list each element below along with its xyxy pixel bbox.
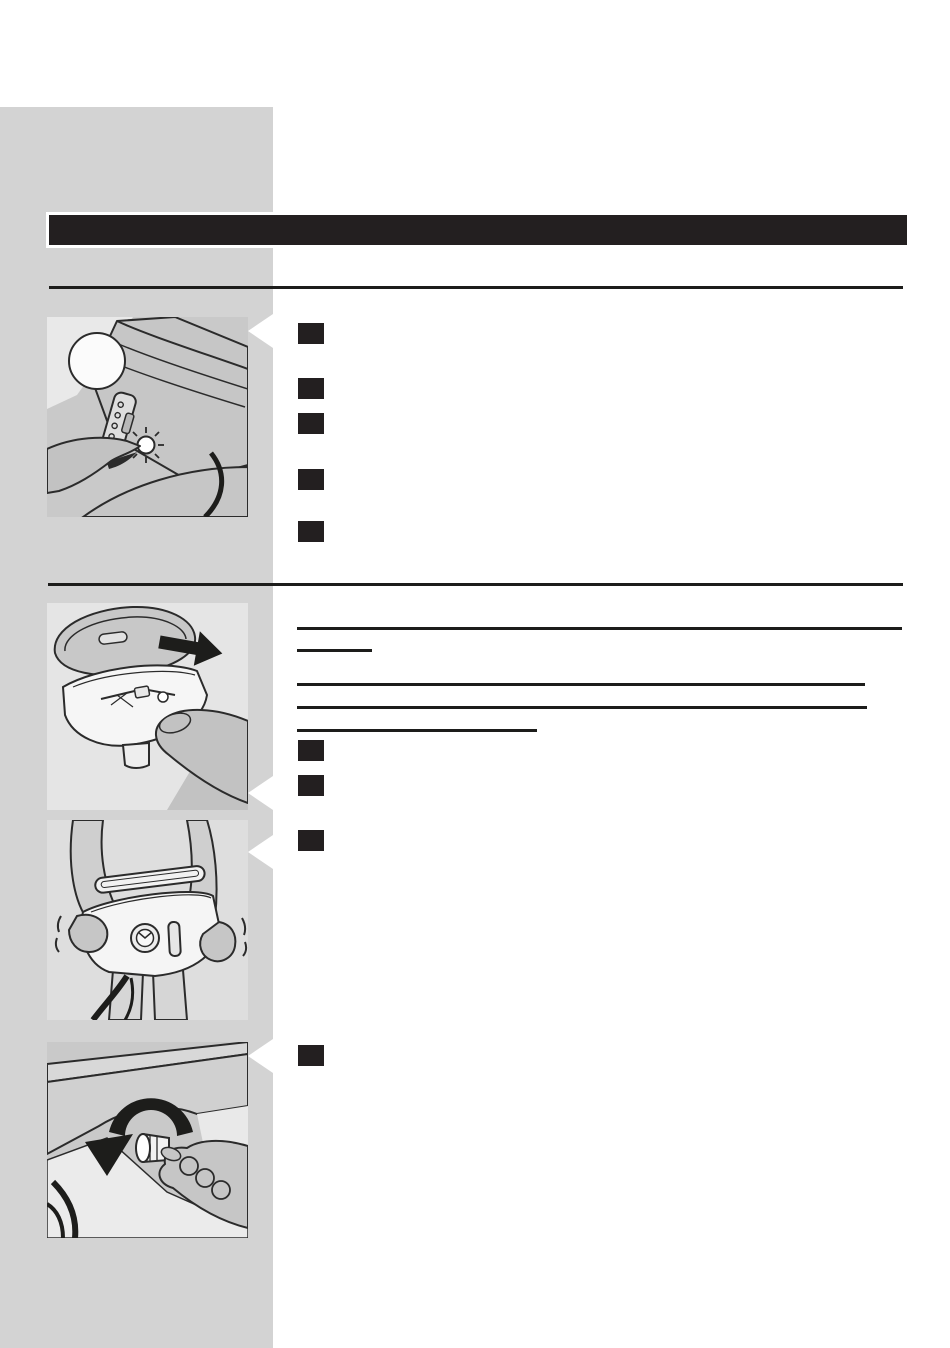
slide-out-water-tank-illustration [47,603,248,810]
water-window-icon [168,922,181,957]
callout-circle [69,333,125,389]
illustration-panel-remove-tank [47,603,248,810]
callout-notch-2 [248,776,273,810]
callout-notch-1 [248,314,273,348]
step-marker [298,740,324,761]
unscrew-calc-clean-cap-illustration [47,1042,248,1238]
step-marker [298,413,324,434]
step-marker [298,521,324,542]
text-underline [297,627,902,630]
step-marker [298,775,324,796]
text-underline [297,649,372,652]
section-divider-2 [48,583,903,586]
carry-steam-generator-illustration [47,820,248,1020]
step-marker [298,830,324,851]
illustration-panel-press-button [47,317,248,517]
illustration-panel-unscrew-cap [47,1042,248,1238]
text-underline [297,706,867,709]
illustration-panel-carry [47,820,248,1020]
step-marker [298,378,324,399]
text-underline [297,729,537,732]
step-marker [298,469,324,490]
tank-valve-foot [123,743,149,768]
step-marker [298,1045,324,1066]
press-power-button-illustration [47,317,248,517]
section-title-bar [46,212,910,248]
callout-notch-4 [248,1039,273,1073]
callout-notch-3 [248,835,273,869]
section-divider-1 [49,286,903,289]
text-underline [297,683,865,686]
step-marker [298,323,324,344]
